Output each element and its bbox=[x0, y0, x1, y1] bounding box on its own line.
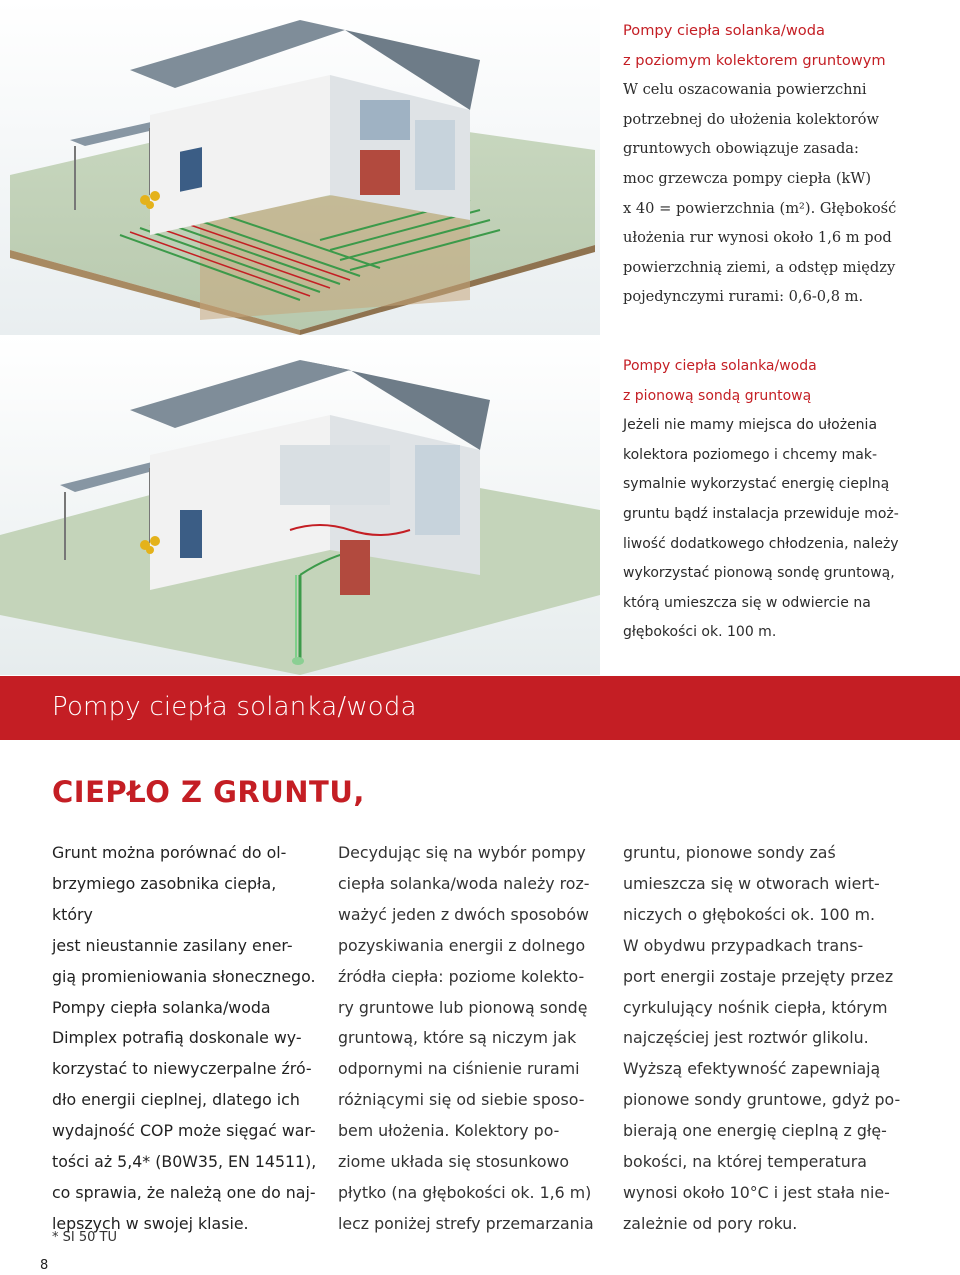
text-line: W obydwu przypadkach trans- bbox=[623, 935, 864, 955]
text-line: gruntu bądź instalacja przewiduje moż- bbox=[623, 505, 899, 522]
text-line: gruntu, pionowe sondy zaś bbox=[623, 843, 836, 862]
banner-title: Pompy ciepła solanka/woda bbox=[52, 692, 417, 722]
text-line: jest nieustannie zasilany ener- bbox=[52, 935, 293, 955]
text-line: tości aż 5,4* (B0W35, EN 14511), bbox=[52, 1152, 317, 1172]
text-line: kolektora poziomego i chcemy mak- bbox=[623, 446, 878, 463]
text-line: port energii zostaje przejęty przez bbox=[623, 966, 894, 986]
text-line: Jeżeli nie mamy miejsca do ułożenia bbox=[623, 417, 878, 434]
figure-horizontal-collector bbox=[0, 0, 600, 335]
text-line: x 40 = powierzchnia (m²). Głębokość bbox=[623, 199, 897, 217]
text-line: lepszych w swojej klasie. bbox=[52, 1213, 249, 1233]
text-line: pionowe sondy gruntowe, gdyż po- bbox=[623, 1090, 901, 1110]
text-line: ważyć jeden z dwóch sposobów bbox=[338, 904, 589, 924]
text-line: liwość dodatkowego chłodzenia, należy bbox=[623, 535, 899, 552]
text-line: gruntowych obowiązuje zasada: bbox=[623, 140, 859, 158]
text-column-1 bbox=[52, 838, 322, 1240]
text-line: Grunt można porównać do ol- bbox=[52, 843, 287, 862]
text-line: najczęściej jest roztwór glikolu. bbox=[623, 1028, 869, 1048]
text-line: lecz poniżej strefy przemarzania bbox=[338, 1213, 594, 1233]
text-line: ciepła solanka/woda należy roz- bbox=[338, 873, 590, 893]
text-line: bierają one energię cieplną z głę- bbox=[623, 1121, 887, 1141]
text-line: korzystać to niewyczerpalne źró- bbox=[52, 1059, 312, 1079]
text-line: ułożenia rur wynosi około 1,6 m pod bbox=[623, 229, 892, 247]
text-line: W celu oszacowania powierzchni bbox=[623, 81, 867, 99]
text-line: wynosi około 10°C i jest stała nie- bbox=[623, 1182, 890, 1202]
text-line: ry gruntowe lub pionową sondę bbox=[338, 997, 588, 1017]
text-line: Decydując się na wybór pompy bbox=[338, 843, 586, 862]
text-line: cyrkulujący nośnik ciepła, którym bbox=[623, 997, 888, 1017]
text-line: umieszcza się w otworach wiert- bbox=[623, 873, 880, 893]
text-line: wydajność COP może sięgać war- bbox=[52, 1121, 316, 1141]
figure-vertical-probe bbox=[0, 335, 600, 675]
text-line: gią promieniowania słonecznego. bbox=[52, 966, 316, 986]
text-line: bem ułożenia. Kolektory po- bbox=[338, 1121, 560, 1141]
text-line: którą umieszcza się w odwiercie na bbox=[623, 594, 871, 611]
text-line: różniącymi się od siebie sposo- bbox=[338, 1090, 585, 1110]
text-line: pojedynczymi rurami: 0,6-0,8 m. bbox=[623, 288, 864, 306]
text-line: głębokości ok. 100 m. bbox=[623, 624, 777, 641]
text-line: Pompy ciepła solanka/woda bbox=[52, 997, 271, 1017]
text-line: dło energii cieplnej, dlatego ich bbox=[52, 1090, 300, 1110]
text-line: Dimplex potrafią doskonale wy- bbox=[52, 1028, 302, 1048]
text-line: niczych o głębokości ok. 100 m. bbox=[623, 904, 876, 924]
text-line: bokości, na której temperatura bbox=[623, 1152, 867, 1172]
text-column-3 bbox=[623, 838, 923, 1240]
page-headline: CIEPŁO Z GRUNTU, bbox=[52, 775, 365, 809]
page-number: 8 bbox=[40, 1258, 49, 1273]
text-line: wykorzystać pionową sondę gruntową, bbox=[623, 565, 895, 582]
text-line: brzymiego zasobnika ciepła, który bbox=[52, 873, 277, 924]
text-column-2 bbox=[338, 838, 608, 1240]
text-line: ziome układa się stosunkowo bbox=[338, 1152, 570, 1172]
text-line: odpornymi na ciśnienie rurami bbox=[338, 1059, 580, 1079]
text-line: symalnie wykorzystać energię cieplną bbox=[623, 476, 890, 493]
vertical-probe-description bbox=[623, 352, 953, 648]
text-line: Wyższą efektywność zapewniają bbox=[623, 1059, 881, 1079]
text-line: co sprawia, że należą one do naj- bbox=[52, 1182, 316, 1202]
text-line: potrzebnej do ułożenia kolektorów bbox=[623, 110, 879, 128]
text-line: zależnie od pory roku. bbox=[623, 1213, 798, 1233]
horizontal-collector-description bbox=[623, 16, 953, 312]
section-banner bbox=[0, 676, 960, 740]
text-line: pozyskiwania energii z dolnego bbox=[338, 935, 586, 955]
text-line: źródła ciepła: poziome kolekto- bbox=[338, 966, 585, 986]
text-line: płytko (na głębokości ok. 1,6 m) bbox=[338, 1182, 592, 1202]
footnote: * SI 50 TU bbox=[52, 1230, 117, 1245]
horizontal-collector-title-line1: Pompy ciepła solanka/woda bbox=[623, 22, 825, 39]
text-line: gruntową, które są niczym jak bbox=[338, 1028, 577, 1048]
vertical-probe-title-line1: Pompy ciepła solanka/woda bbox=[623, 358, 817, 374]
text-line: moc grzewcza pompy ciepła (kW) bbox=[623, 169, 872, 187]
vertical-probe-title-line2: z pionową sondą gruntową bbox=[623, 387, 812, 404]
text-line: powierzchnią ziemi, a odstęp między bbox=[623, 258, 896, 276]
horizontal-collector-title-line2: z poziomym kolektorem gruntowym bbox=[623, 51, 886, 69]
